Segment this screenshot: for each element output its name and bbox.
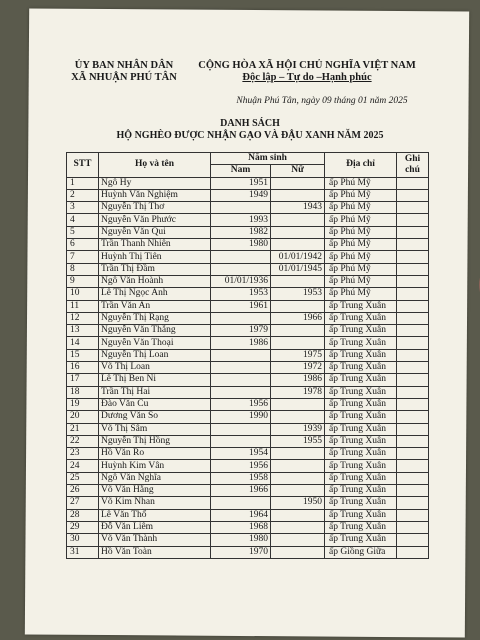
row-name: Nguyễn Văn Phước [99,214,211,226]
row-name: Nguyễn Thị Rạng [99,312,211,324]
table-row [67,521,429,533]
row-stt: 4 [67,214,99,226]
header-address: Địa chỉ [325,153,397,178]
table-row [67,177,429,189]
row-name: Võ Thị Loan [99,362,211,374]
row-stt: 12 [67,312,99,324]
header-female: Nữ [271,165,325,177]
row-name: Ngô Văn Nghĩa [99,472,211,484]
row-address: ấp Trung Xuân [325,374,397,386]
row-note [397,460,429,472]
row-name: Ngô Văn Hoành [99,275,211,287]
row-stt: 10 [67,288,99,300]
row-address: ấp Phú Mỹ [325,214,397,226]
row-birth-male: 1966 [211,485,271,497]
table-row [67,435,429,447]
row-name: Lê Văn Thổ [99,509,211,521]
row-birth-male: 1982 [211,226,271,238]
row-stt: 15 [67,349,99,361]
row-note [397,485,429,497]
row-birth-male: 1964 [211,509,271,521]
row-address: ấp Trung Xuân [325,485,397,497]
row-note [397,472,429,484]
row-note [397,534,429,546]
table-row [67,300,429,312]
row-note [397,239,429,251]
row-name: Dương Văn So [99,411,211,423]
row-birth-male: 1961 [211,300,271,312]
row-birth-male: 1968 [211,521,271,533]
row-note [397,288,429,300]
table-row [67,275,429,287]
row-name: Đào Văn Cu [99,398,211,410]
table-row [67,214,429,226]
table-body [67,177,429,558]
row-stt: 18 [67,386,99,398]
row-stt: 2 [67,189,99,201]
row-address: ấp Trung Xuân [325,349,397,361]
row-name: Huỳnh Thị Tiên [99,251,211,263]
row-address: ấp Trung Xuân [325,460,397,472]
row-address: ấp Trung Xuân [325,411,397,423]
row-birth-male: 1993 [211,214,271,226]
row-birth-female: 1955 [271,435,325,447]
row-address: ấp Phú Mỹ [325,177,397,189]
row-birth-female [271,509,325,521]
row-name: Võ Văn Thành [99,534,211,546]
row-birth-female [271,325,325,337]
agency-line-2: XÃ NHUẬN PHÚ TÂN [71,72,177,83]
table-row [67,325,429,337]
row-note [397,497,429,509]
row-address: ấp Trung Xuân [325,497,397,509]
row-birth-female: 01/01/1942 [271,251,325,263]
row-birth-male: 1979 [211,325,271,337]
table-row [67,288,429,300]
row-address: ấp Trung Xuân [325,423,397,435]
row-birth-male [211,386,271,398]
row-name: Võ Kim Nhan [99,497,211,509]
row-address: ấp Phú Mỹ [325,226,397,238]
row-address: ấp Trung Xuân [325,312,397,324]
table-row [67,497,429,509]
row-address: ấp Trung Xuân [325,448,397,460]
agency-header [60,60,188,84]
row-name: Hồ Văn Toàn [99,546,211,558]
row-stt: 22 [67,435,99,447]
table-row [67,362,429,374]
row-name: Lê Thị Ben Ni [99,374,211,386]
row-address: ấp Phú Mỹ [325,288,397,300]
row-note [397,448,429,460]
nation-header [196,60,418,84]
row-birth-female [271,177,325,189]
row-address: ấp Trung Xuân [325,386,397,398]
row-address: ấp Trung Xuân [325,398,397,410]
row-birth-female [271,189,325,201]
row-note [397,398,429,410]
row-name: Nguyễn Văn Thắng [99,325,211,337]
row-name: Nguyễn Văn Qui [99,226,211,238]
row-note [397,521,429,533]
row-address: ấp Trung Xuân [325,325,397,337]
document-title [110,118,390,142]
row-name: Nguyễn Thị Loan [99,349,211,361]
row-name: Trần Văn An [99,300,211,312]
row-stt: 31 [67,546,99,558]
row-birth-female [271,460,325,472]
row-birth-female: 01/01/1945 [271,263,325,275]
row-stt: 28 [67,509,99,521]
row-note [397,374,429,386]
row-birth-male: 1951 [211,177,271,189]
row-stt: 25 [67,472,99,484]
row-note [397,226,429,238]
row-birth-male: 1958 [211,472,271,484]
row-note [397,423,429,435]
row-name: Huỳnh Văn Nghiệm [99,189,211,201]
row-birth-female [271,411,325,423]
agency-line-1: ỦY BAN NHÂN DÂN [74,60,174,71]
table-row [67,509,429,521]
row-address: ấp Trung Xuân [325,472,397,484]
table-row [67,349,429,361]
row-birth-female [271,398,325,410]
row-note [397,509,429,521]
row-birth-female: 1972 [271,362,325,374]
row-birth-female [271,337,325,349]
row-stt: 3 [67,202,99,214]
row-birth-female: 1943 [271,202,325,214]
row-note [397,189,429,201]
table-row [67,374,429,386]
row-stt: 7 [67,251,99,263]
table-row [67,472,429,484]
row-address: ấp Trung Xuân [325,337,397,349]
row-birth-male [211,497,271,509]
row-note [397,386,429,398]
row-note [397,312,429,324]
row-stt: 9 [67,275,99,287]
row-birth-male [211,202,271,214]
table-row [67,485,429,497]
table-row [67,534,429,546]
row-birth-male: 1954 [211,448,271,460]
row-note [397,263,429,275]
row-birth-male [211,263,271,275]
row-birth-female: 1950 [271,497,325,509]
row-birth-male [211,423,271,435]
row-address: ấp Phú Mỹ [325,189,397,201]
row-address: ấp Phú Mỹ [325,275,397,287]
row-note [397,435,429,447]
row-note [397,275,429,287]
row-birth-female [271,521,325,533]
row-address: ấp Phú Mỹ [325,239,397,251]
row-stt: 16 [67,362,99,374]
row-birth-female [271,472,325,484]
row-birth-female [271,485,325,497]
row-stt: 17 [67,374,99,386]
row-stt: 23 [67,448,99,460]
row-note [397,325,429,337]
row-address: ấp Trung Xuân [325,509,397,521]
title-line-2: HỘ NGHÈO ĐƯỢC NHẬN GẠO VÀ ĐẬU XANH NĂM 2025 [116,130,384,141]
header-birth-year: Năm sinh [211,153,325,165]
row-stt: 8 [67,263,99,275]
row-name: Võ Văn Hằng [99,485,211,497]
title-line-1: DANH SÁCH [220,118,280,129]
row-note [397,337,429,349]
row-note [397,546,429,558]
row-stt: 21 [67,423,99,435]
row-note [397,214,429,226]
row-name: Nguyễn Thị Hồng [99,435,211,447]
row-name: Trần Thị Hai [99,386,211,398]
row-birth-male [211,435,271,447]
table-row [67,546,429,558]
row-name: Trần Thanh Nhiên [99,239,211,251]
row-note [397,300,429,312]
row-address: ấp Phú Mỹ [325,251,397,263]
row-name: Nguyễn Văn Thoại [99,337,211,349]
nation-motto: Độc lập – Tự do –Hạnh phúc [242,72,372,83]
header-note: Ghi chú [397,153,429,178]
row-note [397,251,429,263]
row-birth-male [211,349,271,361]
row-name: Huỳnh Kim Vân [99,460,211,472]
row-birth-male: 01/01/1936 [211,275,271,287]
row-birth-female: 1978 [271,386,325,398]
row-birth-female: 1986 [271,374,325,386]
row-stt: 30 [67,534,99,546]
row-birth-female [271,300,325,312]
row-note [397,349,429,361]
row-stt: 27 [67,497,99,509]
table-row [67,386,429,398]
row-note [397,411,429,423]
row-note [397,362,429,374]
row-stt: 11 [67,300,99,312]
row-stt: 14 [67,337,99,349]
row-name: Nguyễn Thị Thơ [99,202,211,214]
row-name: Đỗ Văn Liêm [99,521,211,533]
row-stt: 5 [67,226,99,238]
table-row [67,202,429,214]
row-birth-female [271,448,325,460]
table-row [67,411,429,423]
table-row [67,226,429,238]
row-stt: 13 [67,325,99,337]
beneficiary-table [66,152,429,559]
row-birth-male: 1970 [211,546,271,558]
row-birth-male: 1986 [211,337,271,349]
row-stt: 24 [67,460,99,472]
row-stt: 29 [67,521,99,533]
row-note [397,202,429,214]
table-row [67,189,429,201]
table-row [67,263,429,275]
row-birth-female [271,275,325,287]
row-note [397,177,429,189]
row-birth-female [271,534,325,546]
row-birth-male: 1956 [211,460,271,472]
row-birth-female [271,239,325,251]
row-birth-male: 1953 [211,288,271,300]
table-row [67,239,429,251]
row-birth-male [211,374,271,386]
row-address: ấp Trung Xuân [325,362,397,374]
table-row [67,448,429,460]
row-birth-male [211,312,271,324]
row-birth-male: 1956 [211,398,271,410]
row-stt: 1 [67,177,99,189]
row-name: Võ Thị Sâm [99,423,211,435]
row-stt: 19 [67,398,99,410]
row-birth-female: 1975 [271,349,325,361]
row-address: ấp Trung Xuân [325,521,397,533]
row-birth-male [211,251,271,263]
place-date: Nhuận Phú Tân, ngày 09 tháng 01 năm 2025 [236,96,408,106]
row-birth-female: 1966 [271,312,325,324]
row-address: ấp Giồng Giữa [325,546,397,558]
row-birth-male: 1990 [211,411,271,423]
row-address: ấp Trung Xuân [325,435,397,447]
row-birth-male: 1949 [211,189,271,201]
table-row [67,337,429,349]
row-birth-female: 1953 [271,288,325,300]
header-stt: STT [67,153,99,178]
row-birth-male [211,362,271,374]
row-address: ấp Phú Mỹ [325,263,397,275]
row-address: ấp Phú Mỹ [325,202,397,214]
row-birth-male: 1980 [211,239,271,251]
table-row [67,398,429,410]
row-stt: 6 [67,239,99,251]
row-stt: 26 [67,485,99,497]
row-name: Ngô Hy [99,177,211,189]
row-birth-female [271,546,325,558]
row-birth-female: 1939 [271,423,325,435]
nation-line-1: CỘNG HÒA XÃ HỘI CHỦ NGHĨA VIỆT NAM [198,60,416,71]
row-name: Lê Thị Ngọc Anh [99,288,211,300]
table-row [67,312,429,324]
row-address: ấp Trung Xuân [325,534,397,546]
header-male: Nam [211,165,271,177]
row-name: Trần Thị Đầm [99,263,211,275]
header-name: Họ và tên [99,153,211,178]
table-row [67,423,429,435]
row-birth-female [271,226,325,238]
row-address: ấp Trung Xuân [325,300,397,312]
row-stt: 20 [67,411,99,423]
row-name: Hồ Văn Ro [99,448,211,460]
row-birth-male: 1980 [211,534,271,546]
row-birth-female [271,214,325,226]
table-row [67,460,429,472]
table-row [67,251,429,263]
